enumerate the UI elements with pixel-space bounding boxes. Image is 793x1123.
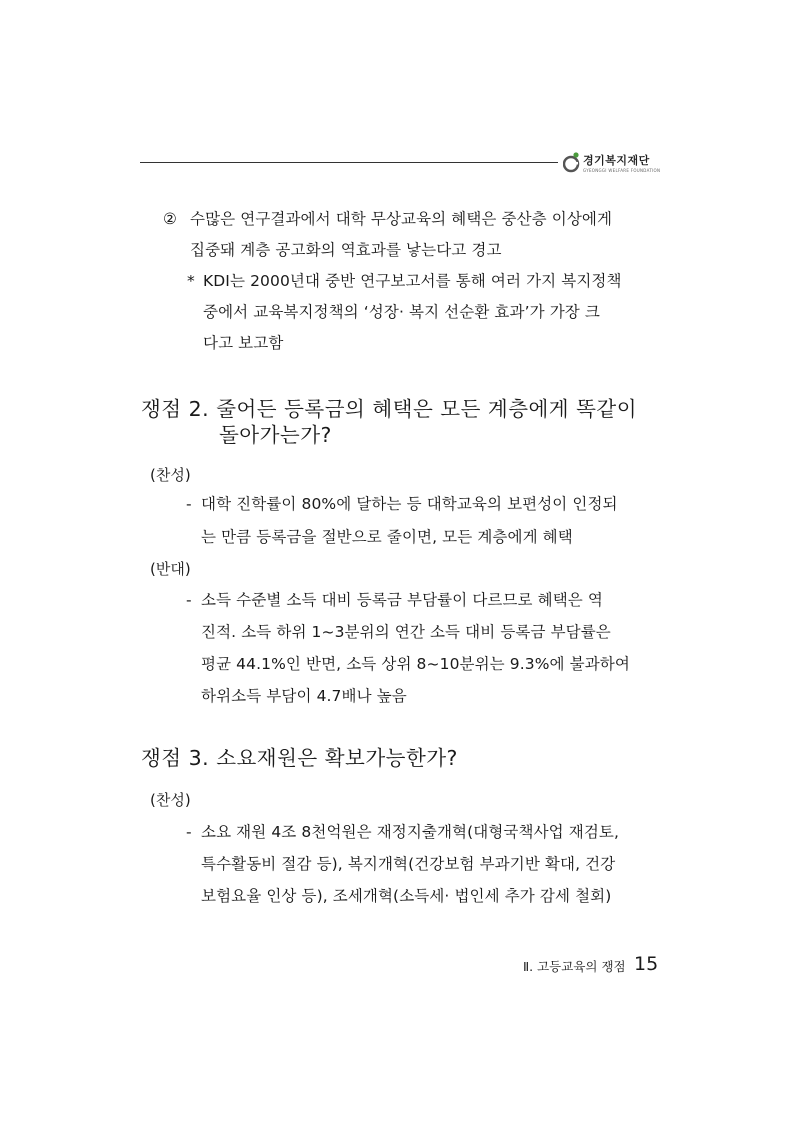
- chapter-label: Ⅱ. 고등교육의 쟁점: [523, 959, 626, 974]
- argument-line: 특수활동비 절감 등), 복지개혁(건강보험 부과기반 확대, 건강: [201, 855, 616, 873]
- argument-line: 소요 재원 4조 8천억원은 재정지출개혁(대형국책사업 재검토,: [201, 823, 619, 841]
- header-rule: [140, 162, 558, 163]
- note-line: 중에서 교육복지정책의 ‘성장· 복지 선순환 효과’가 가장 크: [203, 303, 600, 321]
- item-line: 집중돼 계층 공고화의 역효과를 낳는다고 경고: [190, 241, 502, 259]
- con-label: (반대): [150, 560, 191, 578]
- section-heading-cont: 돌아가는가?: [219, 423, 332, 447]
- argument-line: 소득 수준별 소득 대비 등록금 부담률이 다르므로 혜택은 역: [201, 591, 603, 609]
- argument-line: 는 만큼 등록금을 절반으로 줄이면, 모든 계층에게 혜택: [201, 528, 573, 546]
- bullet-dash: -: [186, 823, 192, 841]
- argument-line: 평균 44.1%인 반면, 소득 상위 8~10분위는 9.3%에 불과하여: [201, 655, 630, 673]
- argument-line: 진적. 소득 하위 1~3분위의 연간 소득 대비 등록금 부담률은: [201, 623, 611, 641]
- bullet-dash: -: [186, 495, 192, 513]
- section-heading: 쟁점 3. 소요재원은 확보가능한가?: [141, 746, 458, 770]
- item-line: 수많은 연구결과에서 대학 무상교육의 혜택은 중산층 이상에게: [190, 210, 613, 228]
- section-heading: 쟁점 2. 줄어든 등록금의 혜택은 모든 계층에게 똑같이: [141, 397, 638, 421]
- note-line: KDI는 2000년대 중반 연구보고서를 통해 여러 가지 복지정책: [203, 272, 622, 290]
- item-marker: ②: [163, 210, 177, 228]
- note-line: 다고 보고함: [203, 334, 284, 352]
- argument-line: 대학 진학률이 80%에 달하는 등 대학교육의 보편성이 인정되: [201, 495, 618, 513]
- org-english-name: GYEONGGI WELFARE FOUNDATION: [583, 168, 661, 173]
- note-marker: *: [187, 272, 195, 290]
- org-name: 경기복지재단: [583, 154, 650, 167]
- org-logo-icon: [563, 150, 581, 174]
- pro-label: (찬성): [150, 466, 191, 484]
- bullet-dash: -: [186, 591, 192, 609]
- argument-line: 보험요율 인상 등), 조세개혁(소득세· 법인세 추가 감세 철회): [201, 887, 612, 905]
- argument-line: 하위소득 부담이 4.7배나 높음: [201, 687, 407, 705]
- pro-label: (찬성): [150, 791, 191, 809]
- org-logo: [563, 148, 673, 178]
- page-number: 15: [634, 953, 659, 975]
